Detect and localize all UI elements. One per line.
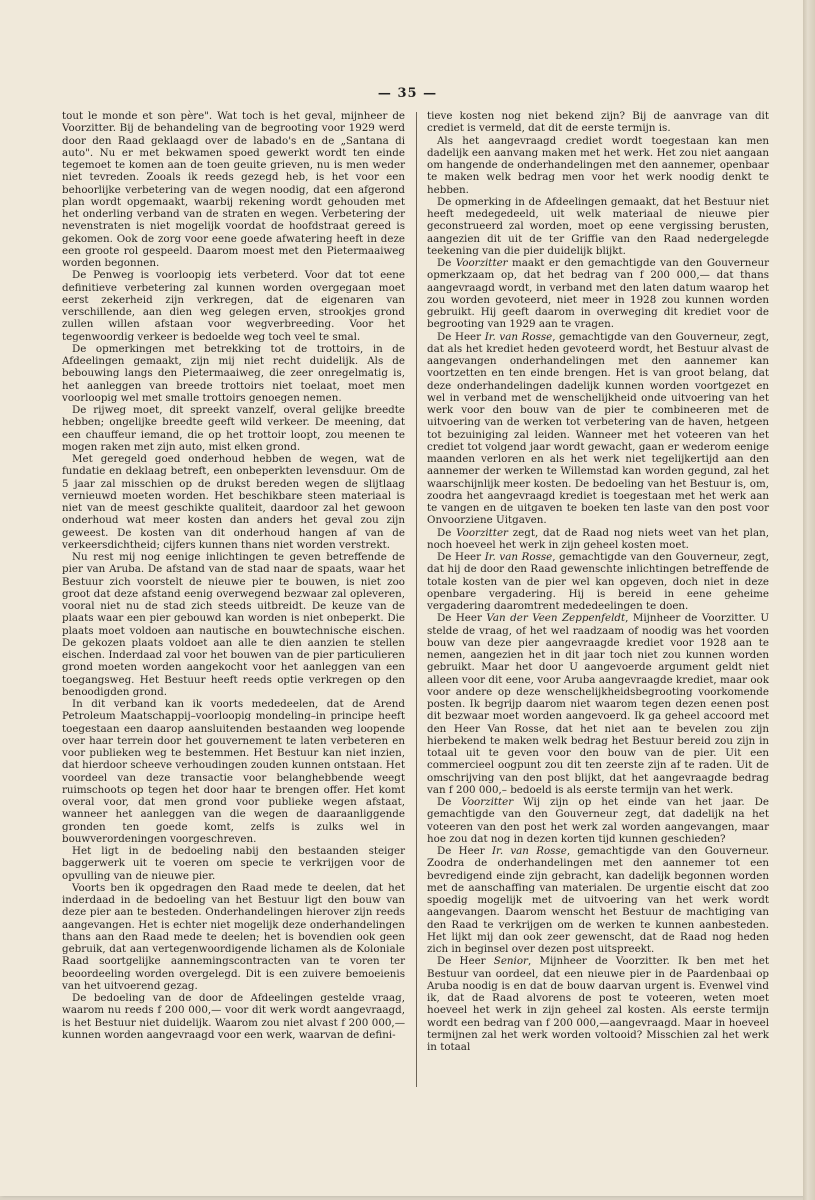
speaker-prefix: De bbox=[437, 796, 452, 808]
paragraph: De Heer Senior, Mijnheer de Voorzitter. Ik ben met het Bestuur van oordeel, dat een nieuwe pier in de Paardenbaai op Aruba noodig is en dat de bouw daarvan urgent is. Evenwel vind ik, dat de Raad alvorens de post te voteeren, weten moet hoeveel het werk in zijn geheel zal kosten. Als eerste termijn wordt een bedrag van f 200 000,—aangevraagd. Maar in hoeveel termijnen zal het werk worden voltooid? Misschien zal het werk in totaal bbox=[427, 955, 769, 1053]
paragraph bbox=[427, 257, 769, 331]
paragraph: Voorts ben ik opgedragen den Raad mede te deelen, dat het inderdaad in de bedoeling van het Bestuur ligt den bouw van deze pier aan te besteden. Onderhandelingen hierover zijn reeds aangevangen. Het is echter niet mogelijk deze onderhandelingen thans aan den Raad mede te deelen; het is bovendien ook geen gebruik, dat aan vertegenwoordigende lichamen als de Koloniale Raad soortgelijke aannemingscontracten van te voren ter beoordeeling worden overgelegd. Dit is een zuivere bemoeienis van het uitvoerend gezag. bbox=[62, 881, 405, 992]
page-number: — 35 — bbox=[377, 86, 438, 101]
paragraph-text: zegt, dat de Raad nog niets weet van het plan, noch hoeveel het werk in zijn geheel kosten moet. bbox=[427, 526, 769, 551]
paragraph bbox=[427, 135, 769, 196]
paragraph-text: Als het aangevraagd crediet wordt toegestaan kan men dadelijk een aanvang maken met het werk. Het zou niet aangaan om hangende de onderhandelingen met den aannemer, openbaar te maken welk bedrag men voor het werk noodig denkt te hebben. bbox=[427, 134, 769, 196]
page-edge bbox=[803, 0, 815, 1200]
paragraph-text: tieve kosten nog niet bekend zijn? Bij de aanvrage van dit crediet is vermeld, dat dit de eerste termijn is. bbox=[427, 110, 769, 135]
paragraph bbox=[427, 110, 769, 135]
paragraph: De Penweg is voorloopig iets verbeterd. Voor dat tot eene definitieve verbetering zal kunnen worden overgegaan moet eerst zekerheid zijn verkregen, dat de eigenaren van verschillende, aan dien weg gelegen erven, strookjes grond zullen willen afstaan voor wegverbreeding. Voor het tegenwoordig verkeer is bedoelde weg toch veel te smal. bbox=[62, 269, 405, 343]
speaker-name: Voorzitter bbox=[456, 526, 508, 539]
paragraph: De rijweg moet, dit spreekt vanzelf, overal gelijke breedte hebben; ongelijke breedte geeft wild verkeer. De meening, dat een chauffeur iemand, die op het trottoir loopt, zou meenen te mogen raken met zijn auto, mist elken grond. bbox=[62, 404, 405, 453]
speaker-prefix: De Heer bbox=[437, 845, 485, 857]
speaker-prefix: De Heer bbox=[437, 612, 482, 625]
speaker-prefix: De Heer bbox=[437, 551, 482, 563]
speaker-prefix: De bbox=[437, 257, 452, 269]
paragraph: De Heer Ir. van Rosse, gemachtigde van den Gouverneur, zegt, dat hij de door den Raad gewenschte inlichtingen betreffende de totale kosten van de pier wel kan opgeven, doch niet in deze openbare vergadering. Hij is bereid in eene geheime vergadering daaromtrent mededeelingen te doen. bbox=[427, 551, 770, 612]
speaker-prefix: De Heer bbox=[437, 330, 482, 343]
speaker-prefix: De bbox=[437, 526, 452, 539]
paragraph-text: gemachtigde van den Gouverneur. Zoodra de onderhandelingen met den aannemer tot een bevredigend einde zijn gebracht, kan dadelijk begonnen worden met de aanschaffing van materialen. De urgentie eischt dat zoo spoedig mogelijk met de uitvoering van het werk wordt aangevangen. Daarom wenscht het Bestuur de machtiging van den Raad te verkrijgen om de werken te kunnen aanbesteden. Het lijkt mij dan ook zeer gewenscht, dat de Raad nog heden zich in beginsel over dezen post uitspreekt. bbox=[427, 845, 770, 955]
paragraph: tout le monde et son père". Wat toch is het geval, mijnheer de Voorzitter. Bij de behandeling van de begrooting voor 1929 werd door den Raad geklaagd over de labado's en de „Santana di auto". Nu er met bekwamen spoed gewerkt wordt ten einde tegemoet te komen aan de toen geuite grieven, nu is men weder niet tevreden. Zooals ik reeds gezegd heb, is het voor een behoorlijke verbetering van de wegen noodig, dat een afgerond plan wordt opgemaakt, waarbij rekening wordt gehouden met het onderling verband van de straten en wegen. Verbetering der nevenstraten is niet mogelijk voordat de hoofdstraat gereed is gekomen. Ook de zorg voor eene goede afwatering heeft in deze een groote rol gespeeld. Daarom moest met den Pietermaaiweg worden begonnen. bbox=[62, 110, 405, 269]
paragraph-text: gemachtigde van den Gouverneur, zegt, dat hij de door den Raad gewenschte inlichtingen betreffende de totale kosten van de pier wel kan opgeven, doch niet in deze openbare vergadering. Hij is bereid in eene geheime vergadering daaromtrent mededeelingen te doen. bbox=[427, 551, 770, 612]
left-column bbox=[62, 110, 405, 1041]
paragraph-text: Wij zijn op het einde van het jaar. De gemachtigde van den Gouverneur zegt, dat dadelijk na het voteeren van den post het werk zal worden aangevangen, maar hoe zou dat nog in dezen korten tijd kunnen geschieden? bbox=[427, 796, 769, 845]
speaker-name: Voorzitter bbox=[455, 257, 508, 269]
speaker-name: Van der Veen Zeppenfeldt bbox=[486, 612, 626, 625]
paragraph bbox=[427, 527, 769, 552]
right-column bbox=[427, 110, 769, 1053]
paragraph-text: Mijnheer de Voorzitter. Ik ben met het Bestuur van oordeel, dat een nieuwe pier in de Paardenbaai op Aruba noodig is en dat de bouw daarvan urgent is. Evenwel vind ik, dat de Raad alvorens de post te voteeren, weten moet hoeveel het werk in zijn geheel zal kosten. Als eerste termijn wordt een bedrag van f 200 000,—aangevraagd. Maar in hoeveel termijnen zal het werk worden voltooid? Misschien zal het werk in totaal bbox=[427, 955, 769, 1053]
speaker-name: Ir. van Rosse bbox=[484, 330, 553, 343]
paragraph bbox=[427, 796, 769, 845]
column-divider bbox=[416, 112, 417, 1087]
paragraph: Nu rest mij nog eenige inlichtingen te geven betreffende de pier van Aruba. De afstand van de stad naar de spaats, waar het Bestuur zich voorstelt de nieuwe pier te bouwen, is niet zoo groot dat deze afstand eenig overwegend bezwaar zal opleveren, vooral niet nu de stad zich steeds uitbreidt. De keuze van de plaats waar een pier gebouwd kan worden is niet onbeperkt. Die plaats moet voldoen aan nautische en bouwtechnische eischen. De gekozen plaats voldoet aan alle te dien aanzien te stellen eischen. Inderdaad zal voor het bouwen van de pier particulieren grond moeten worden aangekocht voor het aanleggen van een toegangsweg. Het Bestuur heeft reeds optie verkregen op den benoodigden grond. bbox=[62, 551, 405, 698]
paragraph bbox=[427, 196, 769, 257]
paragraph: Het ligt in de bedoeling nabij den bestaanden steiger baggerwerk uit te voeren om specie te verkrijgen voor de opvulling van de nieuwe pier. bbox=[62, 845, 405, 882]
paragraph: De Heer Ir. van Rosse, gemachtigde van den Gouverneur. Zoodra de onderhandelingen met den aannemer tot een bevredigend einde zijn gebracht, kan dadelijk begonnen worden met de aanschaffing van materialen. De urgentie eischt dat zoo spoedig mogelijk met de uitvoering van het werk wordt aangevangen. Daarom wenscht het Bestuur de machtiging van den Raad te verkrijgen om de werken te kunnen aanbesteden. Het lijkt mij dan ook zeer gewenscht, dat de Raad nog heden zich in beginsel over dezen post uitspreekt. bbox=[427, 845, 770, 955]
speaker-name: Voorzitter bbox=[461, 796, 514, 808]
paragraph: De Heer Van der Veen Zeppenfeldt, Mijnheer de Voorzitter. U stelde de vraag, of het wel raadzaam of noodig was het voorden bouw van deze pier aangevraagde krediet voor 1928 aan te nemen, aangezien het in dit jaar toch niet zou kunnen worden gebruikt. Maar het door U aangevoerde argument geldt niet alleen voor dit eene, voor Aruba aangevraagde krediet, maar ook voor andere op deze wenschelijkheidsbegrooting voorkomende posten. Ik begrijp daarom niet waarom tegen dezen eenen post dit bezwaar moet worden aangevoerd. Ik ga geheel accoord met den Heer Van Rosse, dat het niet aan te bevelen zou zijn hierbekend te maken welk bedrag het Bestuur bereid zou zijn in totaal uit te geven voor den bouw van de pier. Uit een commercieel oogpunt zou dit ten zeerste zijn af te raden. Uit de omschrijving van den post blijkt, dat het aangevraagde bedrag van f 200 000,– bedoeld is als eerste termijn van het werk. bbox=[427, 612, 769, 796]
paragraph: Met geregeld goed onderhoud hebben de wegen, wat de fundatie en deklaag betreft, een onbeperkten levensduur. Om de 5 jaar zal misschien op de drukst bereden wegen de slijtlaag vernieuwd moeten worden. Het beschikbare steen materiaal is niet van de meest geschikte qualiteit, daardoor zal het gewoon onderhoud wat meer kosten dan anders het geval zou zijn geweest. De kosten van dit onderhoud hangen af van de verkeersdichtheid; cijfers kunnen thans niet worden verstrekt. bbox=[62, 453, 405, 551]
speaker-name: Senior bbox=[493, 955, 528, 968]
speaker-prefix: De Heer bbox=[437, 955, 486, 968]
speaker-name: Ir. van Rosse bbox=[491, 845, 567, 857]
speaker-name: Ir. van Rosse bbox=[484, 551, 553, 563]
paragraph: De Heer Ir. van Rosse, gemachtigde van den Gouverneur, zegt, dat als het krediet heden gevoteerd wordt, het Bestuur alvast de aangevangen onderhandelingen met den aannemer kan voortzetten en ten einde brengen. Het is van groot belang, dat deze onderhandelingen dadelijk kunnen worden voortgezet en wel in verband met de wenschelijkheid onde uitvoering van het werk voor den bouw van de pier te combineeren met de uitvoering van de werken tot verbetering van de haven, hetgeen tot bezuiniging zal leiden. Wanneer met het voteeren van het crediet tot volgend jaar wordt gewacht, gaan er wederom eenige maanden verloren en als het werk niet tegelijkertijd aan den aannemer der werken te Willemstad kan worden gegund, zal het waarschijnlijk meer kosten. De bedoeling van het Bestuur is, om, zoodra het aangevraagd krediet is toegestaan met het werk aan te vangen en de uitgaven te boeken ten laste van den post voor Onvoorziene Uitgaven. bbox=[427, 330, 770, 527]
paragraph-text: De opmerking in de Afdeelingen gemaakt, dat het Bestuur niet heeft medegedeeld, uit welk materiaal de nieuwe pier geconstrueerd zal worden, moet op eene vergissing berusten, aangezien dit uit de ter Griffie van den Raad nedergelegde teekening van die pier duidelijk blijkt. bbox=[427, 195, 769, 257]
paragraph-text: maakt er den gemachtigde van den Gouverneur opmerkzaam op, dat het bedrag van f 200 000,— dat thans aangevraagd wordt, in verband met den laten datum waarop het zou worden gevoteerd, niet meer in 1928 zou kunnen worden gebruikt. Hij geeft daarom in overweging dit krediet voor de begrooting van 1929 aan te vragen. bbox=[427, 257, 769, 331]
paragraph: In dit verband kan ik voorts mededeelen, dat de Arend Petroleum Maatschappij–voorloopig mondeling–in principe heeft toegestaan een daarop aansluitenden bestaanden weg loopende over haar terrein door het gouvernement te laten verbeteren en voor publieken weg te bestemmen. Het Bestuur kan niet inzien, dat hierdoor scheeve verhoudingen zouden kunnen ontstaan. Het voordeel van deze transactie voor belanghebbende weegt ruimschoots op tegen het door haar te brengen offer. Het komt overal voor, dat men grond voor publieke wegen afstaat, wanneer het aanleggen van die wegen de daaraanliggende gronden ten goede komt, zelfs is zulks wel in bouwverordeningen voorgeschreven. bbox=[62, 698, 405, 845]
paragraph: De opmerkingen met betrekking tot de trottoirs, in de Afdeelingen gemaakt, zijn mij niet recht duidelijk. Als de bebouwing langs den Pietermaaiweg, die zeer onregelmatig is, het aanleggen van breede trottoirs niet toelaat, moet men voorloopig wel met smalle trottoirs genoegen nemen. bbox=[62, 342, 405, 404]
paragraph-text: Mijnheer de Voorzitter. U stelde de vraag, of het wel raadzaam of noodig was het voorden bouw van deze pier aangevraagde krediet voor 1928 aan te nemen, aangezien het in dit jaar toch niet zou kunnen worden gebruikt. Maar het door U aangevoerde argument geldt niet alleen voor dit eene, voor Aruba aangevraagde krediet, maar ook voor andere op deze wenschelijkheidsbegrooting voorkomende posten. Ik begrijp daarom niet waarom tegen dezen eenen post dit bezwaar moet worden aangevoerd. Ik ga geheel accoord met den Heer Van Rosse, dat het niet aan te bevelen zou zijn hierbekend te maken welk bedrag het Bestuur bereid zou zijn in totaal uit te geven voor den bouw van de pier. Uit een commercieel oogpunt zou dit ten zeerste zijn af te raden. Uit de omschrijving van den post blijkt, dat het aangevraagde bedrag van f 200 000,– bedoeld is als eerste termijn van het werk. bbox=[427, 612, 769, 796]
paragraph-text: gemachtigde van den Gouverneur, zegt, dat als het krediet heden gevoteerd wordt, het Bestuur alvast de aangevangen onderhandelingen met den aannemer kan voortzetten en ten einde brengen. Het is van groot belang, dat deze onderhandelingen dadelijk kunnen worden voortgezet en wel in verband met de wenschelijkheid onde uitvoering van het werk voor den bouw van de pier te combineeren met de uitvoering van de werken tot verbetering van de haven, hetgeen tot bezuiniging zal leiden. Wanneer met het voteeren van het crediet tot volgend jaar wordt gewacht, gaan er wederom eenige maanden verloren en als het werk niet tegelijkertijd aan den aannemer der werken te Willemstad kan worden gegund, zal het waarschijnlijk meer kosten. De bedoeling van het Bestuur is, om, zoodra het aangevraagd krediet is toegestaan met het werk aan te vangen en de uitgaven te boeken ten laste van den post voor Onvoorziene Uitgaven. bbox=[427, 330, 770, 527]
paragraph: De bedoeling van de door de Afdeelingen gestelde vraag, waarom nu reeds f 200 000,— voor dit werk wordt aangevraagd, is het Bestuur niet duidelijk. Waarom zou niet alvast f 200 000,— kunnen worden aangevraagd voor een werk, waarvan de defini- bbox=[62, 992, 405, 1041]
